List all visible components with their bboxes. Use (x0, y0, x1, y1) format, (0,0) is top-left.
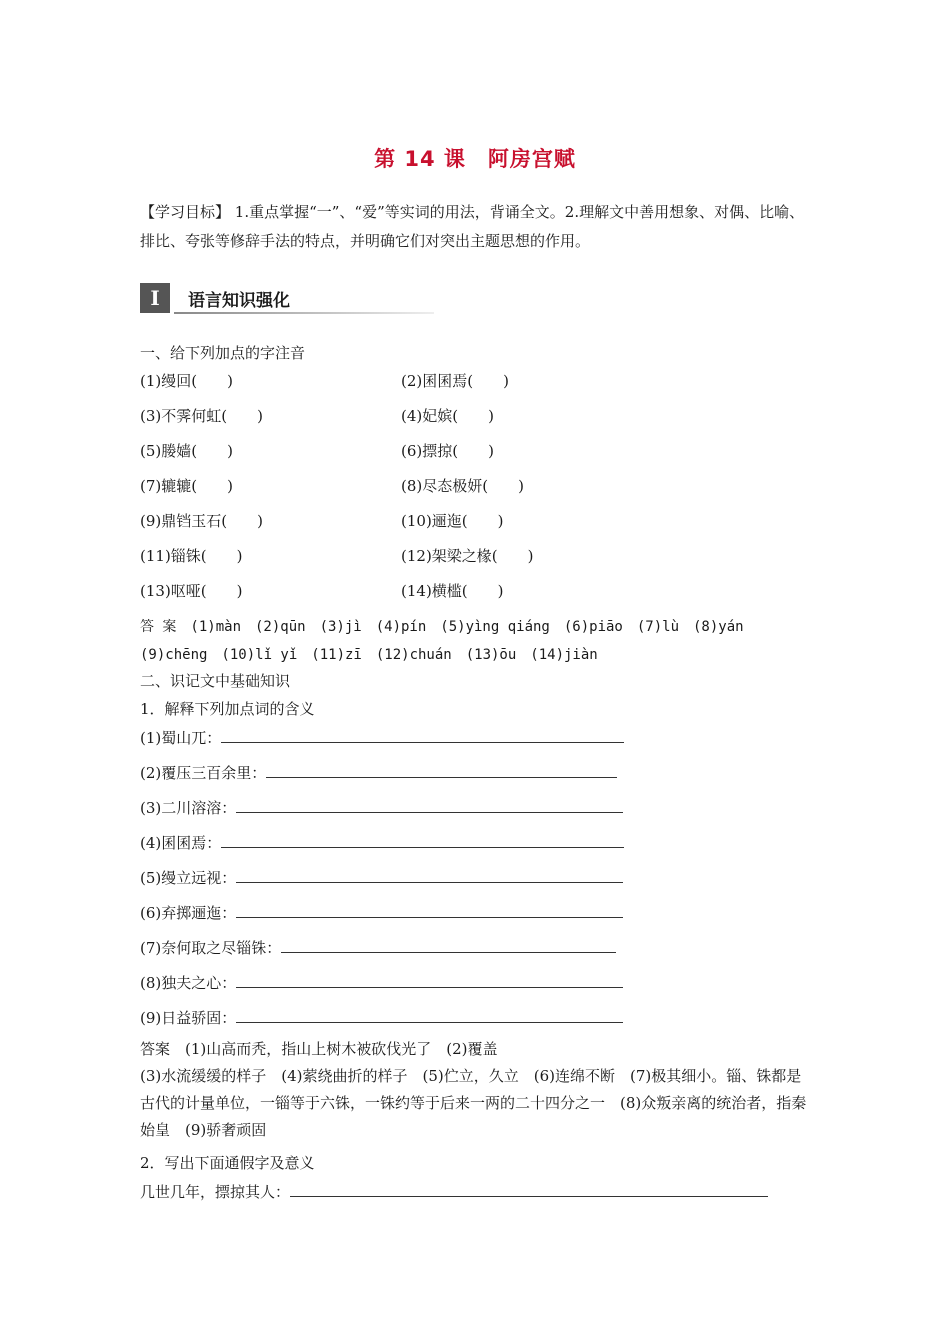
objectives-text: 1.重点掌握“一”、“爱”等实词的用法，背诵全文。2.理解文中善用想象、对偶、比喻、排比、夸张等修辞手法的特点，并明确它们对突出主题思想的作用。 (140, 203, 805, 250)
pinyin-item: (4)妃嫔( ) (401, 407, 494, 425)
pinyin-item: (7)辘辘( ) (140, 477, 233, 495)
pinyin-item: (8)尽态极妍( ) (401, 477, 524, 495)
part2-sub2: 2．写出下面通假字及意义 (140, 1154, 315, 1172)
definition-item (140, 972, 623, 993)
definition-label: (1)蜀山兀： (140, 729, 222, 747)
pinyin-item: (12)架梁之椽( ) (401, 547, 534, 565)
part2-answer: 答案 (1)山高而秃，指山上树木被砍伐光了 (2)覆盖 (3)水流缓缓的样子 (4)萦绕曲折的样子 (5)伫立，久立 (6)连绵不断 (7)极其细小。锱、铢都是古代的计量单位，一锱等于六铢，一铢约等于后来一两的二十四分之一 (8)众叛亲离的统治者，指秦始皇 (9)骄奢顽固 (140, 1040, 807, 1139)
definition-label: (6)弃掷逦迤： (140, 904, 237, 922)
answer-blank[interactable] (236, 1008, 623, 1023)
tongjia-item (140, 1181, 768, 1202)
pinyin-item: (13)呕哑( ) (140, 582, 243, 600)
tongjia-label: 几世几年，摽掠其人： (140, 1183, 291, 1201)
definition-item (140, 762, 617, 783)
pinyin-item: (2)囷囷焉( ) (401, 372, 509, 390)
pinyin-item: (10)逦迤( ) (401, 512, 504, 530)
answer-blank[interactable] (221, 728, 624, 743)
pinyin-item: (1)缦回( ) (140, 372, 233, 390)
part1-answer-line1: 答 案 (1)màn (2)qūn (3)jì (4)pín (5)yìng qiáng (6)piāo (7)lù (8)yán (140, 619, 744, 635)
definition-label: (8)独夫之心： (140, 974, 237, 992)
objectives-label: 【学习目标】 (140, 203, 231, 221)
page-title: 第 14 课 阿房宫赋 (374, 147, 576, 171)
learning-objectives (140, 198, 812, 256)
section-title: 语言知识强化 (188, 291, 290, 311)
definition-label: (2)覆压三百余里： (140, 764, 267, 782)
part1-answer-line2: (9)chēng (10)lǐ yǐ (11)zī (12)chuán (13)ōu (14)jiàn (140, 647, 598, 663)
pinyin-item: (6)摽掠( ) (401, 442, 494, 460)
pinyin-item: (11)锱铢( ) (140, 547, 243, 565)
pinyin-item: (3)不霁何虹( ) (140, 407, 263, 425)
definition-label: (9)日益骄固： (140, 1009, 237, 1027)
definition-label: (4)囷囷焉： (140, 834, 222, 852)
definition-item (140, 867, 623, 888)
pinyin-item: (5)媵嫱( ) (140, 442, 233, 460)
part2-sub1: 1．解释下列加点词的含义 (140, 700, 315, 718)
section-header (140, 283, 440, 315)
answer-blank[interactable] (236, 973, 623, 988)
answer-blank[interactable] (221, 833, 624, 848)
definition-label: (5)缦立远视： (140, 869, 237, 887)
answer-blank[interactable] (281, 938, 616, 953)
answer-blank[interactable] (266, 763, 617, 778)
pinyin-item: (9)鼎铛玉石( ) (140, 512, 263, 530)
pinyin-item: (14)横槛( ) (401, 582, 504, 600)
definition-item (140, 937, 616, 958)
answer-blank[interactable] (236, 868, 623, 883)
answer-blank[interactable] (290, 1182, 768, 1197)
definition-item (140, 832, 624, 853)
definition-item (140, 1007, 623, 1028)
definition-item (140, 727, 624, 748)
answer-blank[interactable] (236, 798, 623, 813)
section-numeral: I (140, 283, 170, 313)
answer-blank[interactable] (236, 903, 623, 918)
part2-heading: 二、识记文中基础知识 (140, 672, 291, 690)
definition-item (140, 902, 623, 923)
part1-heading: 一、给下列加点的字注音 (140, 344, 306, 362)
definition-label: (7)奈何取之尽锱铢： (140, 939, 282, 957)
definition-item (140, 797, 623, 818)
definition-label: (3)二川溶溶： (140, 799, 237, 817)
section-divider (174, 312, 434, 314)
